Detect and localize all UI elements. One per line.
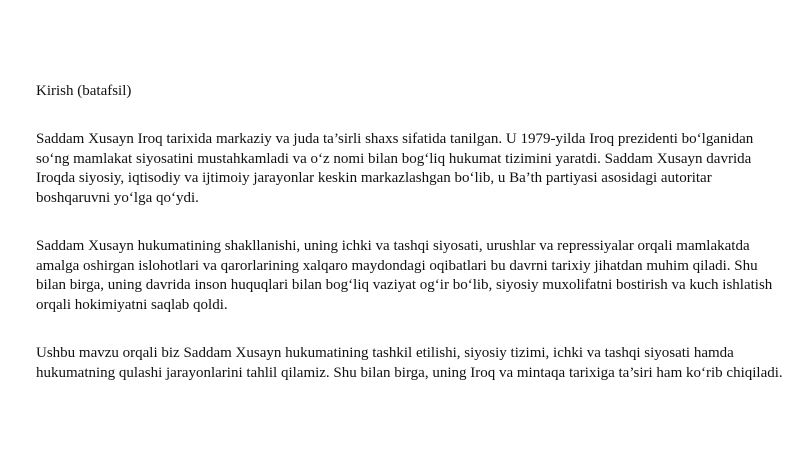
document-body bbox=[36, 82, 784, 412]
document-heading: Kirish (batafsil) bbox=[36, 83, 132, 99]
paragraph-2: Saddam Xusayn hukumatining shakllanishi, uning ichki va tashqi siyosati, urushlar va repressiyalar orqali mamlakatda amalga oshirgan islohotlari va qarorlarining xalqaro maydondagi oqibatlari bu davrni tarixiy jihatdan muhim qiladi. Shu bilan birga, uning davrida inson huquqlari bilan bog‘liq vaziyat og‘ir bo‘lib, siyosiy muxolifatni bostirish va kuch ishlatish orqali hokimiyatni saqlab qoldi. bbox=[36, 238, 773, 313]
paragraph-1: Saddam Xusayn Iroq tarixida markaziy va juda ta’sirli shaxs sifatida tanilgan. U 1979-yilda Iroq prezidenti bo‘lganidan so‘ng mamlakat siyosatini mustahkamladi va o‘z nomi bilan bog‘liq hukumat tizimini yaratdi. Saddam Xusayn davrida Iroqda siyosiy, iqtisodiy va ijtimoiy jarayonlar keskin markazlashgan bo‘lib, u Ba’th partiyasi asosidagi autoritar boshqaruvni yo‘lga qo‘ydi. bbox=[36, 131, 754, 206]
paragraph-3: Ushbu mavzu orqali biz Saddam Xusayn hukumatining tashkil etilishi, siyosiy tizimi, ichki va tashqi siyosati hamda hukumatning qulashi jarayonlarini tahlil qilamiz. Shu bilan birga, uning Iroq va mintaqa tarixiga ta’siri ham ko‘rib chiqiladi. bbox=[36, 345, 783, 381]
